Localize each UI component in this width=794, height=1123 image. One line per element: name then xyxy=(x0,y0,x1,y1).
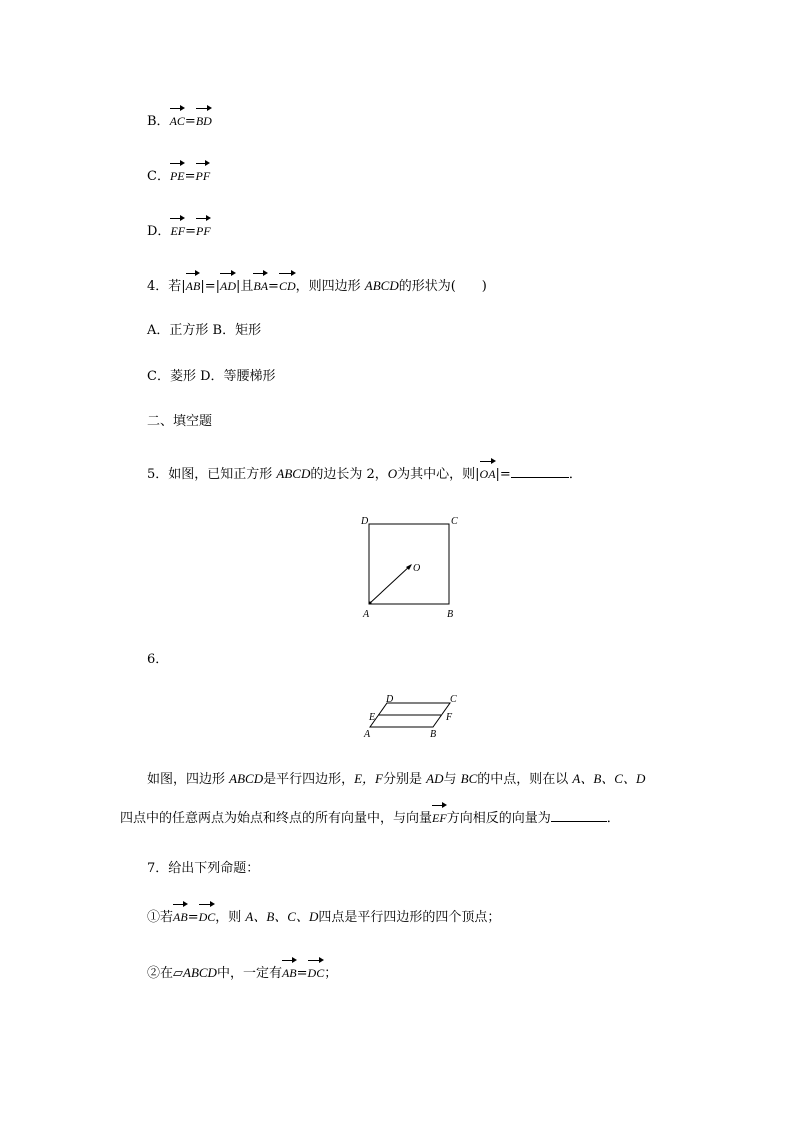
shape-name: ABCD xyxy=(229,771,264,786)
text: 分别是 xyxy=(383,772,427,787)
text: 的中点，则在以 xyxy=(477,772,573,787)
text: ，则四边形 xyxy=(295,279,365,294)
q3-option-d xyxy=(147,220,211,241)
shape-name: ABCD xyxy=(276,466,311,481)
segment-bc: BC xyxy=(460,771,478,786)
q3-option-b xyxy=(147,110,212,131)
vector-ab: AB xyxy=(173,906,188,926)
text: 的形状为( ) xyxy=(398,279,487,294)
label-d: D xyxy=(386,694,394,705)
shape-name: ABCD xyxy=(364,278,399,293)
q6-number: 6． xyxy=(147,652,169,667)
square-outline xyxy=(369,524,449,604)
label-b: B xyxy=(447,609,454,620)
option-label: B． xyxy=(147,114,170,129)
q4-options-ab: A．正方形 B．矩形 xyxy=(147,323,262,338)
q6-paragraph-1 xyxy=(147,770,645,789)
points-abcd: A、B、C、D xyxy=(245,909,319,924)
text: ． xyxy=(606,811,620,826)
text: ； xyxy=(324,966,338,981)
vector-oa: OA xyxy=(480,463,496,483)
answer-blank[interactable] xyxy=(551,809,607,822)
text: 的边长为 2， xyxy=(310,467,388,482)
label-b: B xyxy=(430,729,437,740)
section-title: 二、填空题 xyxy=(147,414,213,429)
label-a: A xyxy=(363,609,370,620)
equals: = xyxy=(184,114,196,129)
text: 5．如图，已知正方形 xyxy=(147,467,277,482)
equals: = xyxy=(185,224,197,239)
text: 如图，四边形 xyxy=(147,772,230,787)
q4-number: 4．若| xyxy=(147,279,186,294)
text: ①若 xyxy=(147,910,174,925)
equals: = xyxy=(184,169,196,184)
vector-ab: AB xyxy=(282,962,297,982)
text: ． xyxy=(568,467,582,482)
vector-cd: CD xyxy=(279,275,296,295)
text: 是平行四边形， xyxy=(263,772,355,787)
vector-ad: AD xyxy=(220,275,236,295)
text: ②在▱ xyxy=(147,966,183,981)
square-figure xyxy=(355,510,470,625)
vector-ba: BA xyxy=(253,275,268,295)
equals: = xyxy=(296,966,308,981)
q5-stem xyxy=(147,463,582,484)
point-a-dot xyxy=(369,602,372,605)
equals: = xyxy=(268,279,279,294)
vector-bd: BD xyxy=(196,110,212,130)
q3-option-c xyxy=(147,165,210,186)
vector-dc: DC xyxy=(308,962,325,982)
points-ef: E，F xyxy=(354,771,383,786)
label-e: E xyxy=(369,712,376,723)
q7-title: 7．给出下列命题： xyxy=(147,861,260,876)
segment-ao xyxy=(369,565,411,604)
text: 方向相反的向量为 xyxy=(446,811,551,826)
text: |且 xyxy=(235,279,254,294)
q7-item-1 xyxy=(147,906,500,927)
vector-ef: EF xyxy=(432,807,447,827)
text: 与 xyxy=(443,772,461,787)
answer-blank[interactable] xyxy=(511,465,569,478)
vector-dc: DC xyxy=(199,906,216,926)
vector-ef: EF xyxy=(170,220,185,240)
equals: = xyxy=(187,910,199,925)
label-c: C xyxy=(451,516,458,527)
text: 为其中心，则| xyxy=(397,467,480,482)
label-f: F xyxy=(446,712,453,723)
vector-ac: AC xyxy=(170,110,185,130)
text: 四点是平行四边形的四个顶点； xyxy=(318,910,501,925)
vector-ab: AB xyxy=(186,275,201,295)
shape-name: ABCD xyxy=(183,965,217,980)
label-d: D xyxy=(361,516,369,527)
text: |= xyxy=(495,467,511,482)
parallelogram-figure xyxy=(360,692,465,740)
label-c: C xyxy=(450,694,457,705)
text: |=| xyxy=(200,279,220,294)
point-o: O xyxy=(387,466,398,481)
option-label: C． xyxy=(147,169,170,184)
vector-pf: PF xyxy=(196,220,211,240)
text: 中，一定有 xyxy=(216,966,282,981)
text: 四点中的任意两点为始点和终点的所有向量中，与向量 xyxy=(120,811,433,826)
option-label: D． xyxy=(147,224,171,239)
q4-options-cd: C．菱形 D．等腰梯形 xyxy=(147,369,276,384)
points-abcd: A、B、C、D xyxy=(572,771,646,786)
text: ，则 xyxy=(215,910,246,925)
q4-stem xyxy=(147,275,487,296)
label-a: A xyxy=(364,729,371,740)
q6-paragraph-2 xyxy=(120,807,620,828)
segment-ad: AD xyxy=(426,771,444,786)
vector-pe: PE xyxy=(170,165,185,185)
vector-pf: PF xyxy=(196,165,211,185)
label-o: O xyxy=(413,563,421,574)
q7-item-2 xyxy=(147,962,337,983)
